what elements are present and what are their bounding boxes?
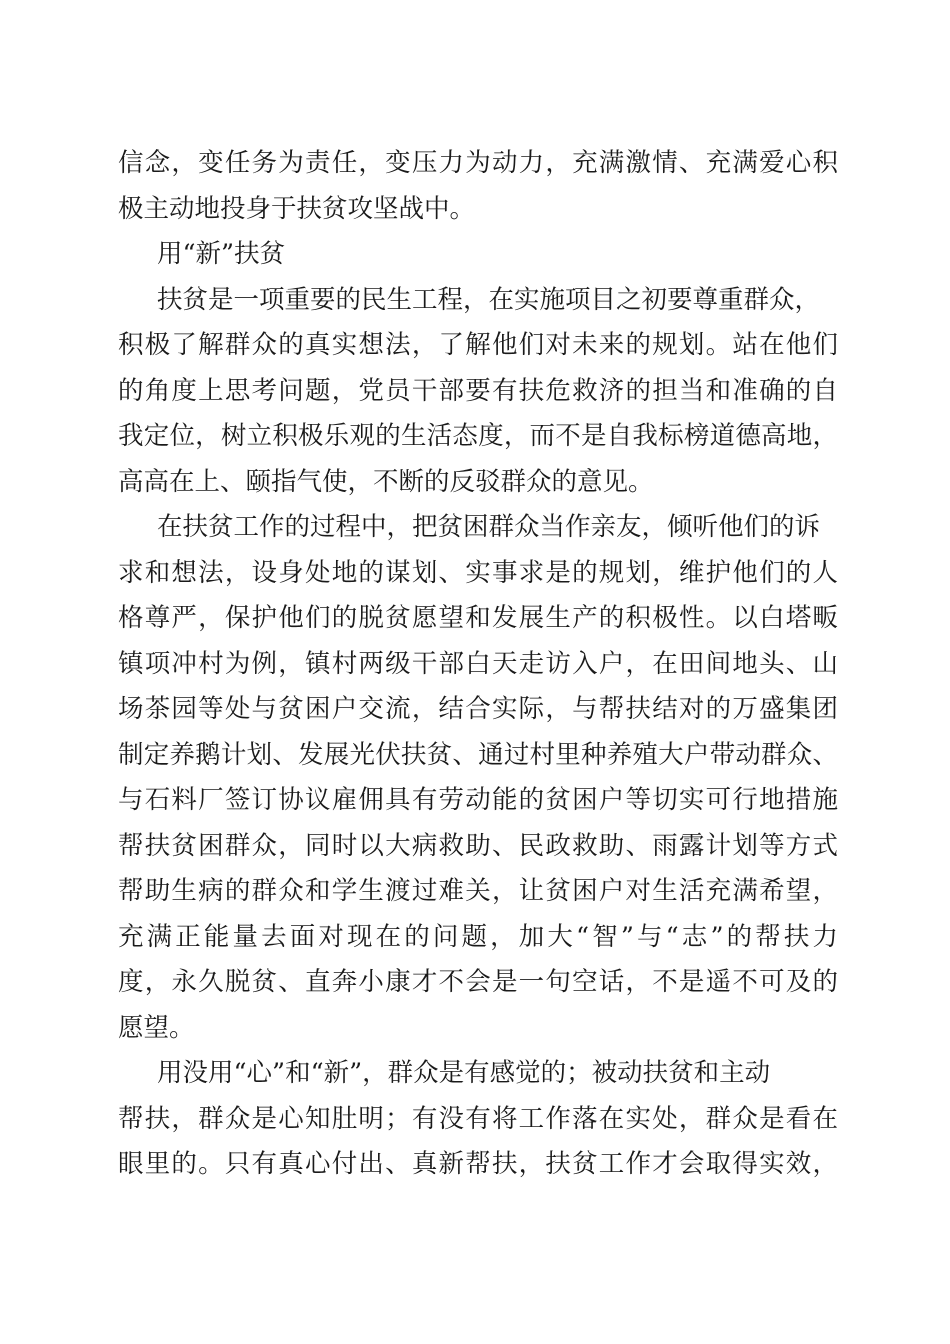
text-line: 场茶园等处与贫困户交流，结合实际，与帮扶结对的万盛集团 [118,694,838,724]
text-line: 愿望。 [118,1012,195,1043]
text-line: 格尊严，保护他们的脱贫愿望和发展生产的积极性。以白塔畈 [118,603,838,633]
text-line: 高高在上、颐指气使，不断的反驳群众的意见。 [118,466,654,497]
text-line: 度，永久脱贫、直奔小康才不会是一句空话，不是遥不可及的 [118,967,838,997]
text-line: 扶贫是一项重要的民生工程，在实施项目之初要尊重群众， [157,284,821,315]
section-heading: 用“新”扶贫 [157,239,286,269]
text-line: 帮扶贫困群众，同时以大病救助、民政救助、雨露计划等方式 [118,830,838,861]
text-line: 积极了解群众的真实想法，了解他们对未来的规划。站在他们 [118,330,838,360]
text-line: 信念，变任务为责任，变压力为动力，充满激情、充满爱心积 [118,148,838,178]
text-line: 充满正能量去面对现在的问题，加大“智”与“志”的帮扶力 [118,921,838,952]
text-line: 在扶贫工作的过程中，把贫困群众当作亲友，倾听他们的诉 [157,512,821,542]
text-line: 眼里的。只有真心付出、真新帮扶，扶贫工作才会取得实效， [118,1149,838,1179]
text-line: 我定位，树立积极乐观的生活态度，而不是自我标榜道德高地， [118,421,838,451]
text-line: 求和想法，设身处地的谋划、实事求是的规划，维护他们的人 [118,557,838,588]
body-text [118,141,838,1188]
text-line: 帮助生病的群众和学生渡过难关，让贫困户对生活充满希望， [118,876,838,906]
text-line: 的角度上思考问题，党员干部要有扶危救济的担当和准确的自 [118,375,838,406]
text-line: 极主动地投身于扶贫攻坚战中。 [118,193,476,224]
text-line: 与石料厂签订协议雇佣具有劳动能的贫困户等切实可行地措施 [118,785,838,815]
text-line: 帮扶，群众是心知肚明；有没有将工作落在实处，群众是看在 [118,1103,838,1134]
text-line: 用没用“心”和“新”，群众是有感觉的；被动扶贫和主动 [157,1058,771,1088]
text-line: 制定养鹅计划、发展光伏扶贫、通过村里种养殖大户带动群众、 [118,739,838,770]
text-line: 镇项冲村为例，镇村两级干部白天走访入户，在田间地头、山 [118,648,838,679]
